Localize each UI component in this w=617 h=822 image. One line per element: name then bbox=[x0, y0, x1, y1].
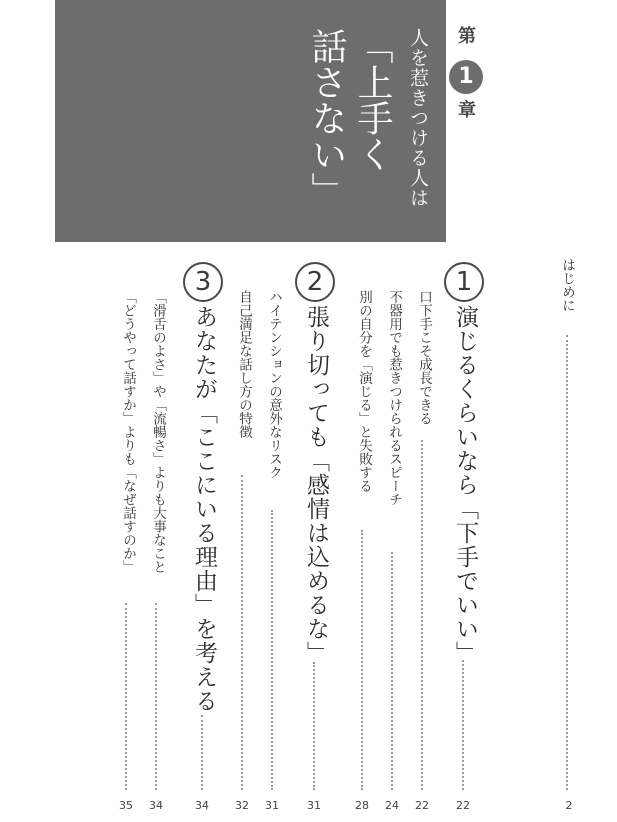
toc-page-number: 22 bbox=[456, 799, 470, 812]
toc-page-number: 24 bbox=[385, 799, 399, 812]
toc-page-number: 31 bbox=[307, 799, 321, 812]
chapter-number: 1 bbox=[449, 60, 483, 94]
toc-leader-dots bbox=[361, 530, 363, 790]
chapter-title-line2: 話さない」 bbox=[306, 28, 347, 208]
toc-item-label: ハイテンションの意外なリスク bbox=[266, 290, 282, 479]
toc-leader-dots bbox=[201, 715, 203, 790]
toc-leader-dots bbox=[125, 603, 127, 790]
section-title: 演じるくらいなら「下手でいい」 bbox=[452, 305, 478, 665]
toc-leader-dots bbox=[566, 335, 568, 790]
section-title: あなたが「ここにいる理由」を考える bbox=[191, 305, 217, 713]
toc-page-number: 32 bbox=[235, 799, 249, 812]
chapter-suffix: 章 bbox=[455, 100, 476, 118]
toc-page-number: 22 bbox=[415, 799, 429, 812]
toc-leader-dots bbox=[391, 552, 393, 790]
toc-page-number: 31 bbox=[265, 799, 279, 812]
toc-item-label: 自己満足な話し方の特徴 bbox=[236, 290, 252, 439]
toc-item-label: 不器用でも惹きつけられるスピーチ bbox=[386, 290, 402, 506]
chapter-subtitle: 人を惹きつける人は bbox=[407, 28, 429, 208]
toc-leader-dots bbox=[462, 660, 464, 790]
toc-leader-dots bbox=[155, 603, 157, 790]
toc-intro-label: はじめに bbox=[559, 258, 575, 312]
toc-item-label: 「どうやって話すか」よりも「なぜ話すのか」 bbox=[120, 290, 136, 574]
toc-leader-dots bbox=[271, 510, 273, 790]
toc-item-label: 口下手こそ成長できる bbox=[416, 290, 432, 425]
chapter-title-line1: 「上手く bbox=[352, 28, 393, 172]
toc-leader-dots bbox=[241, 475, 243, 790]
toc-leader-dots bbox=[313, 662, 315, 790]
toc-page-number: 34 bbox=[149, 799, 163, 812]
chapter-prefix: 第 bbox=[455, 26, 476, 44]
section-number-badge: 2 bbox=[295, 262, 335, 302]
toc-item-label: 「滑舌のよさ」や「流暢さ」よりも大事なこと bbox=[150, 290, 166, 574]
toc-page-number: 35 bbox=[119, 799, 133, 812]
toc-page-number: 34 bbox=[195, 799, 209, 812]
section-number-badge: 3 bbox=[183, 262, 223, 302]
toc-page-number: 2 bbox=[565, 799, 573, 812]
toc-leader-dots bbox=[421, 440, 423, 790]
chapter-header bbox=[55, 0, 502, 242]
toc-item-label: 別の自分を「演じる」と失敗する bbox=[356, 290, 372, 493]
section-title: 張り切っても「感情は込めるな」 bbox=[303, 305, 329, 665]
section-number-badge: 1 bbox=[444, 262, 484, 302]
toc-page-number: 28 bbox=[355, 799, 369, 812]
